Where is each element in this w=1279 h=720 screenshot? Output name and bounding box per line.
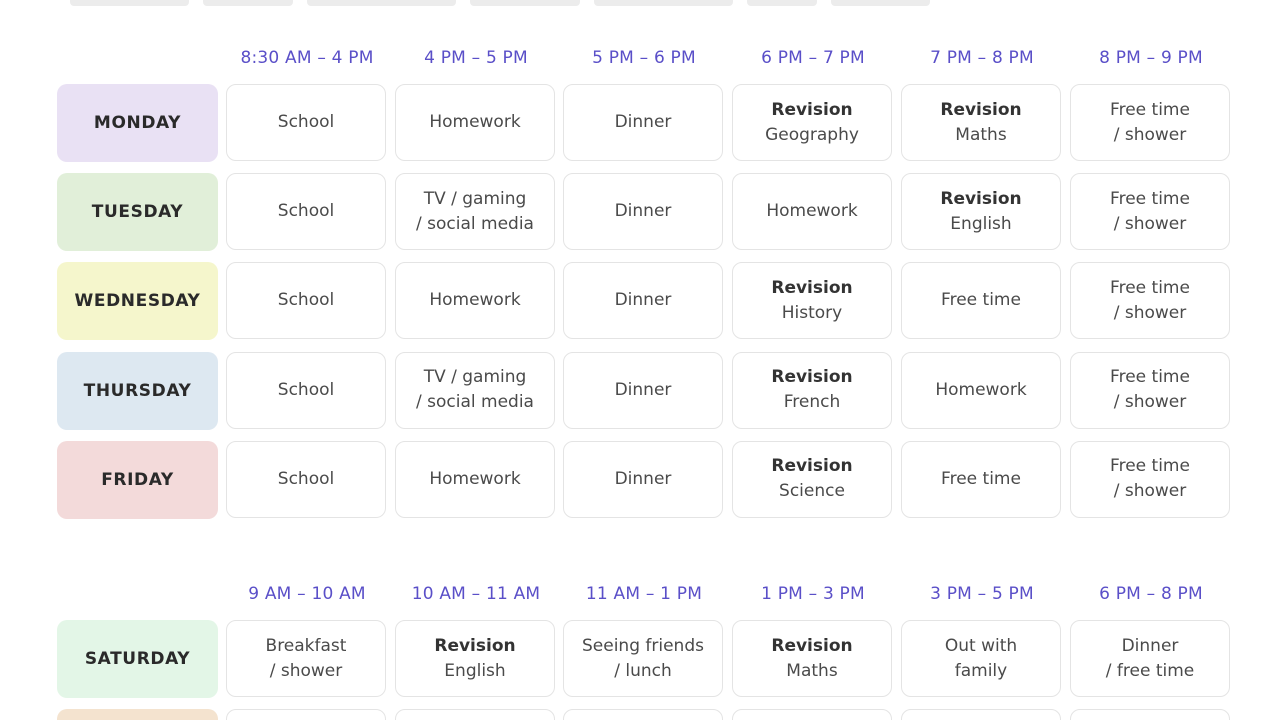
schedule-cell bbox=[1070, 620, 1230, 697]
cell-text: Seeing friends bbox=[582, 635, 704, 656]
schedule-cell bbox=[1070, 84, 1230, 161]
schedule-cell bbox=[563, 173, 723, 250]
cell-text: / social media bbox=[416, 213, 534, 234]
cell-text: family bbox=[954, 660, 1008, 681]
cell-text: French bbox=[783, 392, 841, 413]
cell-text: Dinner bbox=[614, 468, 672, 489]
cell-text: / shower bbox=[1113, 481, 1187, 502]
time-slot-label: 5 PM – 6 PM bbox=[592, 48, 696, 68]
cell-text: Free time bbox=[1110, 277, 1190, 298]
cell-text: Dinner bbox=[614, 201, 672, 222]
cell-text: History bbox=[781, 302, 843, 323]
cell-text: School bbox=[277, 468, 335, 489]
day-label bbox=[57, 709, 218, 720]
day-label: SATURDAY bbox=[57, 620, 218, 698]
schedule-cell bbox=[226, 620, 386, 697]
weekday-schedule bbox=[57, 46, 1237, 526]
schedule-cell bbox=[563, 352, 723, 429]
day-label: FRIDAY bbox=[57, 441, 218, 519]
time-slot-label: 11 AM – 1 PM bbox=[585, 584, 703, 604]
schedule-cell bbox=[226, 352, 386, 429]
time-slot-label: 8:30 AM – 4 PM bbox=[240, 48, 374, 68]
time-slot-label: 9 AM – 10 AM bbox=[248, 584, 366, 604]
cell-text: Maths bbox=[786, 660, 838, 681]
schedule-cell bbox=[901, 84, 1061, 161]
cell-text: Free time bbox=[941, 290, 1021, 311]
schedule-cell bbox=[732, 173, 892, 250]
cell-text: / social media bbox=[416, 392, 534, 413]
schedule-cell bbox=[395, 352, 555, 429]
schedule-cell bbox=[732, 709, 892, 720]
day-label: TUESDAY bbox=[57, 173, 218, 251]
cell-text: / lunch bbox=[614, 660, 672, 681]
cell-title: Revision bbox=[771, 635, 853, 656]
schedule-cell bbox=[395, 173, 555, 250]
day-label: THURSDAY bbox=[57, 352, 218, 430]
day-row bbox=[57, 352, 1237, 430]
cell-text: Free time bbox=[1110, 99, 1190, 120]
cell-text: / shower bbox=[1113, 392, 1187, 413]
cell-text: School bbox=[277, 379, 335, 400]
cell-title: Revision bbox=[771, 456, 853, 477]
cell-title: Revision bbox=[940, 99, 1022, 120]
time-slot-label: 10 AM – 11 AM bbox=[411, 584, 541, 604]
cell-text: Dinner bbox=[614, 379, 672, 400]
schedule-cell bbox=[901, 709, 1061, 720]
cell-text: / shower bbox=[1113, 124, 1187, 145]
time-slot-label: 1 PM – 3 PM bbox=[761, 584, 865, 604]
cell-text: / shower bbox=[1113, 302, 1187, 323]
cell-title: Revision bbox=[771, 99, 853, 120]
day-row bbox=[57, 84, 1237, 162]
cell-text: Homework bbox=[766, 201, 858, 222]
cell-text: Free time bbox=[1110, 367, 1190, 388]
schedule-cell bbox=[395, 620, 555, 697]
time-slot-label: 7 PM – 8 PM bbox=[930, 48, 1034, 68]
cell-text: TV / gaming bbox=[423, 188, 527, 209]
cell-text: English bbox=[950, 213, 1012, 234]
cell-text: School bbox=[277, 290, 335, 311]
day-row bbox=[57, 620, 1237, 698]
cell-text: School bbox=[277, 112, 335, 132]
schedule-cell bbox=[1070, 441, 1230, 518]
schedule-cell bbox=[226, 262, 386, 339]
time-slot-label: 8 PM – 9 PM bbox=[1099, 48, 1203, 68]
time-slot-label: 3 PM – 5 PM bbox=[930, 584, 1034, 604]
schedule-cell bbox=[901, 262, 1061, 339]
weekend-schedule bbox=[57, 582, 1237, 720]
schedule-cell bbox=[395, 709, 555, 720]
day-row bbox=[57, 441, 1237, 519]
cell-text: Free time bbox=[941, 468, 1021, 489]
schedule-cell bbox=[563, 262, 723, 339]
cell-text: / shower bbox=[269, 660, 343, 681]
day-row bbox=[57, 173, 1237, 251]
cell-text: Homework bbox=[429, 112, 521, 132]
cell-title: Revision bbox=[771, 277, 853, 298]
schedule-cell bbox=[563, 84, 723, 161]
cell-text: / free time bbox=[1105, 660, 1195, 681]
day-row bbox=[57, 709, 1237, 720]
cropped-title bbox=[70, 0, 930, 10]
schedule-cell bbox=[901, 173, 1061, 250]
cell-text: Maths bbox=[955, 124, 1007, 145]
cell-text: Dinner bbox=[614, 290, 672, 311]
cell-text: Geography bbox=[765, 124, 859, 145]
schedule-cell bbox=[563, 620, 723, 697]
cell-text: / shower bbox=[1113, 213, 1187, 234]
cell-text: Science bbox=[779, 481, 845, 502]
cell-text: TV / gaming bbox=[423, 367, 527, 388]
schedule-cell bbox=[901, 620, 1061, 697]
schedule-cell bbox=[395, 441, 555, 518]
schedule-cell bbox=[732, 262, 892, 339]
time-slot-label: 6 PM – 7 PM bbox=[761, 48, 865, 68]
schedule-cell bbox=[1070, 709, 1230, 720]
cell-title: Revision bbox=[434, 635, 516, 656]
schedule-cell bbox=[563, 441, 723, 518]
schedule-cell bbox=[901, 352, 1061, 429]
cell-text: Breakfast bbox=[265, 635, 347, 656]
schedule-cell bbox=[226, 173, 386, 250]
cell-text: English bbox=[444, 660, 506, 681]
time-slot-label: 6 PM – 8 PM bbox=[1099, 584, 1203, 604]
schedule-cell bbox=[395, 262, 555, 339]
cell-text: Dinner bbox=[614, 112, 672, 132]
schedule-cell bbox=[732, 620, 892, 697]
cell-text: Homework bbox=[935, 379, 1027, 400]
cell-text: Homework bbox=[429, 468, 521, 489]
schedule-cell bbox=[226, 709, 386, 720]
schedule-cell bbox=[1070, 262, 1230, 339]
schedule-cell bbox=[395, 84, 555, 161]
cell-text: School bbox=[277, 201, 335, 222]
schedule-cell bbox=[1070, 173, 1230, 250]
cell-text: Out with bbox=[944, 635, 1018, 656]
schedule-cell bbox=[732, 84, 892, 161]
day-row bbox=[57, 262, 1237, 340]
schedule-cell bbox=[563, 709, 723, 720]
schedule-cell bbox=[226, 84, 386, 161]
time-slot-label: 4 PM – 5 PM bbox=[424, 48, 528, 68]
cell-text: Free time bbox=[1110, 188, 1190, 209]
schedule-cell bbox=[1070, 352, 1230, 429]
schedule-cell bbox=[226, 441, 386, 518]
schedule-cell bbox=[732, 441, 892, 518]
day-label: WEDNESDAY bbox=[57, 262, 218, 340]
schedule-cell bbox=[732, 352, 892, 429]
cell-text: Homework bbox=[429, 290, 521, 311]
cell-text: Free time bbox=[1110, 456, 1190, 477]
day-label: MONDAY bbox=[57, 84, 218, 162]
cell-title: Revision bbox=[940, 188, 1022, 209]
schedule-cell bbox=[901, 441, 1061, 518]
cell-title: Revision bbox=[771, 367, 853, 388]
cell-text: Dinner bbox=[1121, 635, 1179, 656]
